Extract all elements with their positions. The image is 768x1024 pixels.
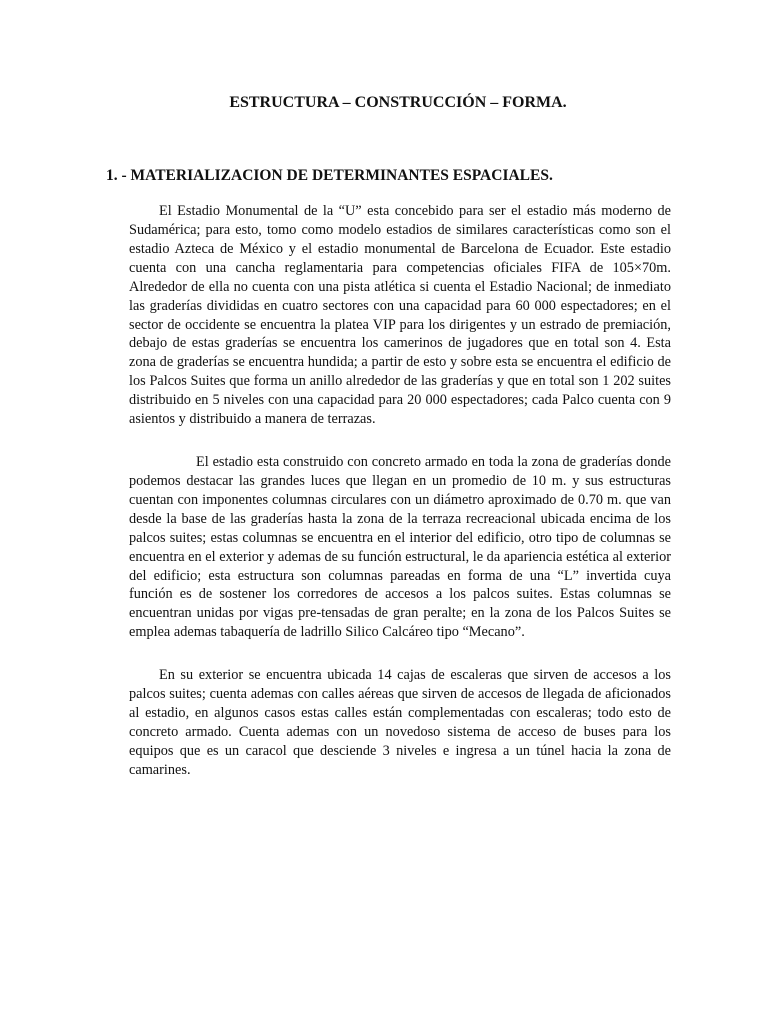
- paragraph-exterior-accesos: En su exterior se encuentra ubicada 14 cajas de escaleras que sirven de accesos a los palcos suites; cuenta ademas con calles aéreas que sirven de accesos de llegada de aficionados al estadio, en algunos casos estas calles están complementadas con escaleras; todo esto de concreto armado. Cuenta ademas con un novedoso sistema de acceso de buses para los equipos que es un caracol que desciende 3 niveles e ingresa a un túnel hacia la zona de camarines.: [129, 667, 671, 778]
- paragraph-estadio-description: El Estadio Monumental de la “U” esta concebido para ser el estadio más moderno de Sudamérica; para esto, tomo como modelo estadios de similares características como son el estadio Azteca de México y el estadio monumental de Barcelona de Ecuador. Este estadio cuenta con una cancha reglamentaria para competencias oficiales FIFA de 105×70m. Alrededor de ella no cuenta con una pista atlética si cuenta el Estadio Nacional; de inmediato las graderías divididas en cuatro sectores con una capacidad para 60 000 espectadores; en el sector de occidente se encuentra la platea VIP para los dirigentes y un estrado de premiación, debajo de estas graderías se encuentra los camerinos de jugadores que en total son 4. Esta zona de graderías se encuentra hundida; a partir de esto y sobre esta se encuentra el edificio de los Palcos Suites que forma un anillo alrededor de las graderías y que en total son 1 202 suites distribuido en 5 niveles con una capacidad para 20 000 espectadores; cada Palco cuenta con 9 asientos y distribuido a manera de terrazas.: [129, 203, 671, 428]
- paragraph-estructura-concreto: El estadio esta construido con concreto armado en toda la zona de graderías donde podemos destacar las grandes luces que llegan en un promedio de 10 m. y sus estructuras cuentan con imponentes columnas circulares con un diámetro aproximado de 0.70 m. que van desde la base de las graderías hasta la zona de la terraza recreacional ubicada encima de los palcos suites; estas columnas se encuentra en el interior del edificio, otro tipo de columnas se encuentra en el exterior y ademas de su función estructural, le da apariencia estética al exterior del edificio; esta estructura son columnas pareadas en forma de una “L” invertida cuya función es de sostener los corredores de accesos a los palcos suites. Estas columnas se encuentran unidas por vigas pre-tensadas de gran peralte; en la zona de los Palcos Suites se emplea ademas tabaquería de ladrillo Silico Calcáreo tipo “Mecano”.: [129, 454, 671, 641]
- section-heading: 1. - MATERIALIZACION DE DETERMINANTES ESPACIALES.: [106, 167, 553, 184]
- document-title: ESTRUCTURA – CONSTRUCCIÓN – FORMA.: [229, 94, 567, 111]
